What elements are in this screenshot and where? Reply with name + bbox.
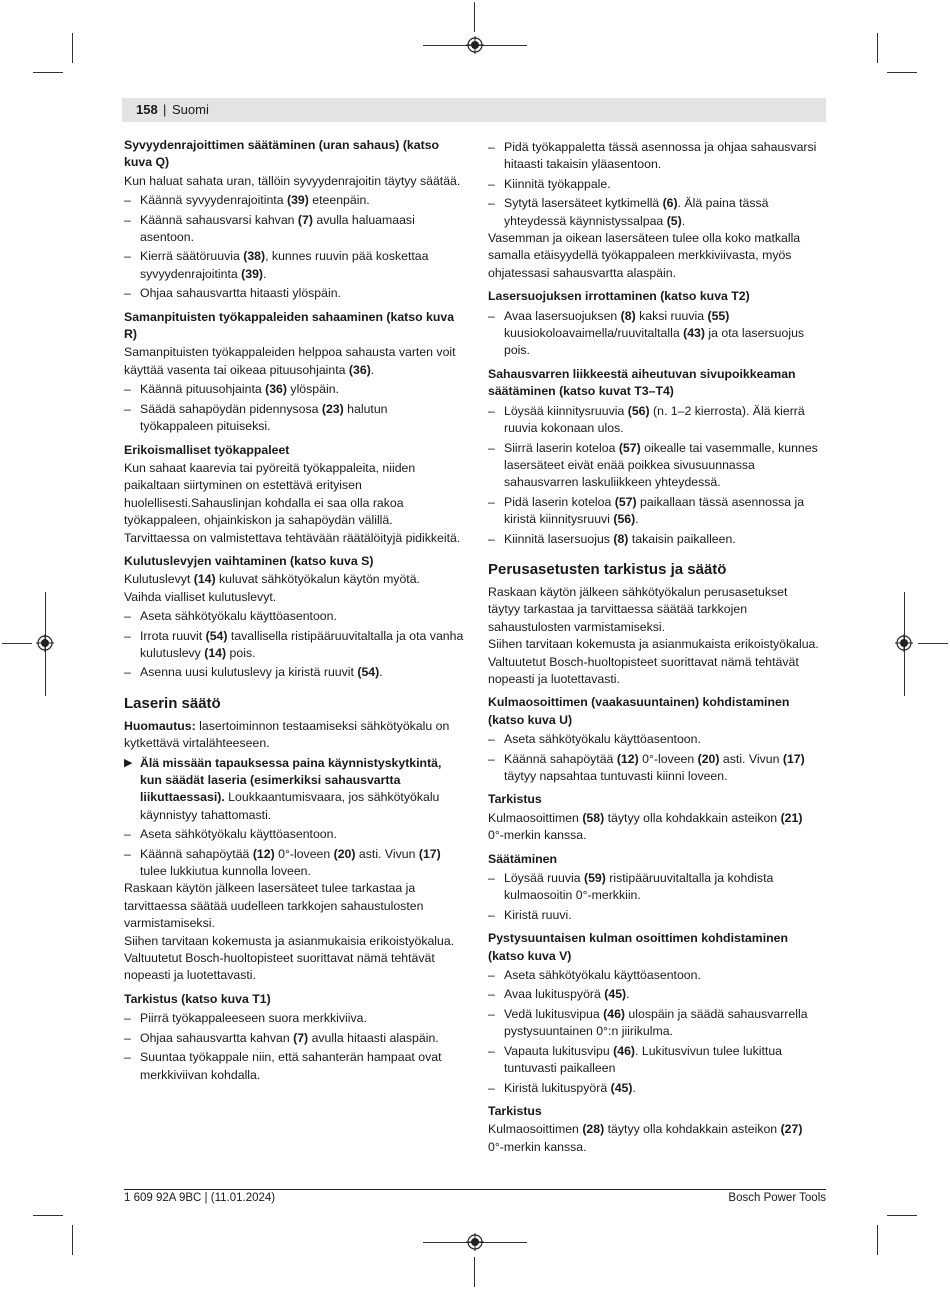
list-item <box>124 608 464 625</box>
text-run: tulee lukkiutua kunnolla loveen. <box>140 864 311 879</box>
list-item <box>124 628 464 663</box>
dash-bullet: – <box>124 212 131 227</box>
text-run: Avaa lukituspyörä <box>504 987 605 1002</box>
text-run: Aseta sähkötyökalu käyttöasentoon. <box>504 968 701 983</box>
text-run: . <box>370 362 375 377</box>
list-item <box>488 986 820 1003</box>
dash-list <box>124 608 464 682</box>
text-run: kuluvat sähkötyökalun käytön myötä. <box>215 572 420 587</box>
list-item <box>124 285 464 302</box>
reference-number: (7) <box>297 212 313 227</box>
text-run: Asenna uusi kulutuslevy ja kiristä ruuvit <box>140 665 358 680</box>
reference-number: (27) <box>780 1122 803 1137</box>
registration-mark-icon <box>466 36 484 54</box>
warning-item <box>124 755 464 825</box>
text-run: , kunnes ruuvin pää koskettaa syvyydenrajoitinta <box>140 249 429 281</box>
footer-doc-number: 1 609 92A 9BC | (11.01.2024) <box>124 1192 276 1204</box>
section-title: Kulmaosoittimen (vaakasuuntainen) kohdistaminen (katso kuva U) <box>488 695 790 727</box>
crop-mark <box>877 1225 878 1255</box>
registration-mark-icon <box>895 634 913 652</box>
reference-number: (14) <box>204 645 227 660</box>
dash-list <box>124 381 464 435</box>
reference-number: (8) <box>620 308 636 323</box>
warning-arrow-icon: ▶ <box>124 756 133 769</box>
text-run: Käännä syvyydenrajoitinta <box>140 193 287 208</box>
warning-bold-text: Älä missään tapauksessa paina käynnistyskytkintä, kun säädät laseria (esimerkiksi sahausvartta liikuttaessasi). <box>140 755 442 805</box>
reference-number: (36) <box>348 362 371 377</box>
dash-bullet: – <box>488 308 495 323</box>
crop-mark <box>887 72 917 73</box>
reference-number: (59) <box>583 871 606 886</box>
text-run: Samanpituisten työkappaleiden helppoa sahausta varten voit käyttää vasenta tai oikeaa pituusohjainta <box>124 345 456 377</box>
text-run: Käännä sahapöytää <box>140 846 253 861</box>
dash-bullet: – <box>488 531 495 546</box>
dash-bullet: – <box>124 1050 131 1065</box>
text-run: 0°-loveen <box>274 846 334 861</box>
list-item <box>488 967 820 984</box>
right-column <box>488 137 820 1156</box>
dash-list <box>488 139 820 230</box>
reference-number: (17) <box>418 846 441 861</box>
dash-bullet: – <box>488 732 495 747</box>
text-run: täytyy napsahtaa tuntuvasti kiinni loveen. <box>504 769 728 783</box>
text-run: tavallisella ristipääruuvitaltalla ja ota vanha kulutuslevy <box>140 628 464 660</box>
list-item <box>488 308 820 360</box>
paragraph: Siihen tarvitaan kokemusta ja asianmukaisia erikoistyökalua. <box>124 933 455 948</box>
text-run: pois. <box>226 645 256 660</box>
text-run: Kierrä säätöruuvia <box>140 249 244 264</box>
paragraph: Tarvittaessa on valmistettava tehtävään räätälöityjä pidikkeitä. <box>124 530 461 545</box>
dash-bullet: – <box>124 401 131 416</box>
text-run: oikealle tai vasemmalle, kunnes lasersäteet eivät enää poikkea sivusuunnassa sahausvarren laskuliikkeen yhteydessä. <box>504 440 818 490</box>
reference-number: (56) <box>627 403 650 418</box>
section-title: Pystysuuntaisen kulman osoittimen kohdistaminen (katso kuva V) <box>488 931 788 963</box>
list-item <box>124 1030 464 1047</box>
section-title: Sahausvarren liikkeestä aiheutuvan sivupoikkeaman säätäminen (katso kuvat T3–T4) <box>488 366 796 399</box>
list-item <box>488 1043 820 1078</box>
text-run: takaisin paikalleen. <box>628 531 736 546</box>
text-run: Suuntaa työkappale niin, että sahanterän hampaat ovat merkkiviivan kohdalla. <box>140 1050 442 1082</box>
reference-number: (17) <box>782 751 805 766</box>
text-run: Aseta sähkötyökalu käyttöasentoon. <box>504 732 701 747</box>
text-run: Siirrä laserin koteloa <box>504 440 619 455</box>
list-item <box>488 403 820 438</box>
paragraph: Kun sahaat kaarevia tai pyöreitä työkappaleita, niiden paikaltaan siirtyminen on estettävä erityisen huolellisesti.Sahauslinjan kohdalla ei saa olla rakoa työkappaleen, ohjainkiskon ja sahapöydän välillä. <box>124 460 416 528</box>
list-item <box>124 248 464 283</box>
dash-bullet: – <box>488 1080 495 1095</box>
dash-list <box>488 967 820 1097</box>
list-item <box>124 192 464 209</box>
crop-mark <box>887 1215 917 1216</box>
text-run: Ohjaa sahausvartta kahvan <box>140 1030 294 1045</box>
paragraph: Vaihda vialliset kulutuslevyt. <box>124 589 277 604</box>
text-run: Säädä sahapöydän pidennysosa <box>140 401 322 416</box>
text-run: kuusiokoloavaimella/ruuvitaltalla <box>504 326 684 341</box>
reference-number: (45) <box>610 1080 633 1095</box>
reference-number: (55) <box>707 308 730 323</box>
note-paragraph <box>124 718 464 753</box>
dash-bullet: – <box>124 846 131 861</box>
reference-number: (8) <box>613 531 629 546</box>
dash-list <box>124 826 464 880</box>
section-title: Tarkistus (katso kuva T1) <box>124 991 271 1006</box>
list-item <box>124 1010 464 1027</box>
text-run: . <box>681 213 686 228</box>
text-run: Kulmaosoittimen <box>488 1122 583 1137</box>
section-heading: Perusasetusten tarkistus ja säätö <box>488 560 727 578</box>
reference-number: (57) <box>614 494 637 509</box>
list-item <box>124 401 464 436</box>
crop-mark <box>72 1225 73 1255</box>
reference-number: (45) <box>604 987 627 1002</box>
subsection-title: Säätäminen <box>488 851 558 866</box>
text-run: Aseta sähkötyökalu käyttöasentoon. <box>140 827 337 842</box>
warning-text: Loukkaantumisvaara, jos sähkötyökalu käynnistyy tahattomasti. <box>140 790 440 822</box>
text-run: . <box>379 665 383 680</box>
paragraph: Valtuutetut Bosch-huoltopisteet suorittavat nämä tehtävät nopeasti ja luotettavasti. <box>124 951 435 983</box>
reference-number: (38) <box>243 249 266 264</box>
dash-list <box>488 308 820 360</box>
reference-number: (20) <box>333 846 356 861</box>
dash-bullet: – <box>488 751 495 766</box>
dash-bullet: – <box>488 1043 495 1058</box>
note-label: Huomautus: <box>124 718 196 733</box>
reference-number: (21) <box>780 810 803 825</box>
reference-number: (20) <box>697 751 720 766</box>
reference-number: (36) <box>265 382 287 397</box>
text-run: Kiristä lukituspyörä <box>504 1080 611 1095</box>
list-item <box>488 195 820 230</box>
subsection-title: Tarkistus <box>488 1103 542 1118</box>
dash-bullet: – <box>488 968 495 983</box>
text-run: Vedä lukitusvipua <box>504 1006 604 1021</box>
dash-bullet: – <box>488 494 495 509</box>
text-run: . Lukitusvivun tulee lukittua tuntuvasti paikalleen <box>504 1043 782 1076</box>
list-item <box>124 381 464 398</box>
reference-number: (6) <box>662 196 678 211</box>
dash-bullet: – <box>124 628 131 643</box>
text-run: paikallaan tässä asennossa ja kiristä kiinnitysruuvi <box>504 494 805 527</box>
registration-mark-icon <box>466 1233 484 1251</box>
text-run: Löysää ruuvia <box>504 871 584 886</box>
list-item <box>488 139 820 174</box>
text-run: kaksi ruuvia <box>635 308 708 323</box>
dash-bullet: – <box>124 193 131 208</box>
paragraph: Vasemman ja oikean lasersäteen tulee olla koko matkalla samalla etäisyydellä työkappaleen merkkiviivasta, myös ohjatessasi sahausvartta alaspäin. <box>488 231 801 280</box>
note-text: lasertoiminnon testaamiseksi sähkötyökalu on kytkettävä virtalähteeseen. <box>124 718 450 751</box>
reference-number: (54) <box>357 665 380 680</box>
reference-number: (46) <box>613 1043 636 1058</box>
text-run: Pidä laserin koteloa <box>504 494 615 509</box>
text-run: eteenpäin. <box>308 193 370 208</box>
text-run: Sytytä lasersäteet kytkimellä <box>504 196 663 211</box>
list-item <box>488 531 820 548</box>
list-item <box>488 176 820 193</box>
dash-list <box>488 731 820 785</box>
dash-bullet: – <box>124 665 131 680</box>
text-run: Kiinnitä työkappale. <box>504 176 611 191</box>
text-run: Pidä työkappaletta tässä asennossa ja ohjaa sahausvarsi hitaasti takaisin yläasentoon. <box>504 140 817 172</box>
dash-bullet: – <box>124 1011 131 1026</box>
paragraph <box>124 571 464 588</box>
dash-bullet: – <box>488 440 495 455</box>
page-header <box>122 98 826 122</box>
list-item <box>488 494 820 529</box>
dash-bullet: – <box>488 907 495 922</box>
text-run: 0°-loveen <box>638 751 698 766</box>
reference-number: (57) <box>618 440 641 455</box>
text-run: Kiristä ruuvi. <box>504 907 572 922</box>
text-run: ylöspäin. <box>287 382 339 397</box>
section-title: Lasersuojuksen irrottaminen (katso kuva T2) <box>488 289 750 304</box>
reference-number: (23) <box>321 401 344 416</box>
list-item <box>488 1080 820 1097</box>
text-run: . Älä paina tässä yhteydessä käynnistyssalpaa <box>504 196 769 228</box>
crop-mark <box>33 1215 63 1216</box>
crop-mark <box>918 643 948 644</box>
reference-number: (43) <box>683 326 705 341</box>
list-item <box>488 440 820 492</box>
reference-number: (39) <box>286 193 309 208</box>
section-heading: Laserin säätö <box>124 694 221 712</box>
dash-bullet: – <box>124 286 131 301</box>
page-number: 158 <box>136 102 158 117</box>
paragraph: Kun haluat sahata uran, tällöin syvyydenrajoitin täytyy säätää. <box>124 173 461 188</box>
section-title: Erikoismalliset työkappaleet <box>124 442 290 457</box>
left-column <box>124 137 464 1084</box>
reference-number: (46) <box>603 1006 626 1021</box>
section-title: Kulutuslevyjen vaihtaminen (katso kuva S) <box>124 553 374 568</box>
text-run: Löysää kiinnitysruuvia <box>504 403 628 418</box>
reference-number: (54) <box>205 628 228 643</box>
list-item <box>124 664 464 681</box>
text-run: Kiinnitä lasersuojus <box>504 531 614 546</box>
text-run: asti. Vivun <box>719 751 783 766</box>
text-run: Piirrä työkappaleeseen suora merkkiviiva. <box>140 1011 367 1026</box>
dash-list <box>488 403 820 548</box>
footer-brand: Bosch Power Tools <box>728 1192 826 1204</box>
dash-bullet: – <box>488 1006 495 1021</box>
section-title: Samanpituisten työkappaleiden sahaaminen (katso kuva R) <box>124 309 455 342</box>
text-run: Vapauta lukitusvipu <box>504 1043 614 1058</box>
dash-bullet: – <box>124 827 131 842</box>
crop-mark <box>877 33 878 63</box>
reference-number: (5) <box>666 213 682 228</box>
dash-list <box>488 870 820 924</box>
crop-mark <box>72 33 73 63</box>
subsection-title: Tarkistus <box>488 792 542 807</box>
list-item <box>124 826 464 843</box>
text-run: . <box>635 512 639 527</box>
text-run: Käännä sahapöytää <box>504 751 617 766</box>
list-item <box>124 212 464 247</box>
section-title: Syvyydenrajoittimen säätäminen (uran sahaus) (katso kuva Q) <box>124 138 440 170</box>
text-run: 0°-merkin kanssa. <box>488 1139 587 1154</box>
text-run: Irrota ruuvit <box>140 628 206 643</box>
text-run: Kulmaosoittimen <box>488 810 583 825</box>
paragraph <box>124 344 464 379</box>
crop-mark <box>2 643 32 644</box>
crop-mark <box>474 1257 475 1287</box>
text-run: täytyy olla kohdakkain asteikon <box>604 1122 781 1137</box>
reference-number: (56) <box>613 512 636 527</box>
text-run: 0°-merkin kanssa. <box>488 828 587 843</box>
list-item <box>488 751 820 786</box>
text-run: Käännä sahausvarsi kahvan <box>140 212 298 227</box>
text-run: avulla hitaasti alaspäin. <box>308 1030 439 1045</box>
dash-list <box>124 192 464 302</box>
paragraph: Raskaan käytön jälkeen sähkötyökalun perusasetukset täytyy tarkastaa ja tarvittaessa säätää tarkkojen sahaustulosten varmistamiseksi. <box>488 584 788 634</box>
paragraph: Siihen tarvitaan kokemusta ja asianmukaista erikoistyökalua. <box>488 637 819 652</box>
list-item <box>124 1049 464 1084</box>
list-item <box>488 1006 820 1041</box>
text-run: Kulutuslevyt <box>124 572 194 587</box>
header-separator: | <box>163 102 167 117</box>
reference-number: (58) <box>582 810 605 825</box>
reference-number: (28) <box>582 1122 605 1137</box>
paragraph: Raskaan käytön jälkeen lasersäteet tulee tarkastaa ja tarvittaessa säätää uudelleen tarkkojen sahaustulosten varmistamiseksi. <box>124 881 424 931</box>
paragraph <box>488 810 820 845</box>
reference-number: (12) <box>616 751 639 766</box>
dash-bullet: – <box>488 196 495 211</box>
dash-bullet: – <box>124 609 131 624</box>
text-run: ristipääruuvitaltalla ja kohdista kulmaosoitin 0°-merkkiin. <box>504 871 774 903</box>
text-run: Ohjaa sahausvartta hitaasti ylöspäin. <box>140 286 341 301</box>
dash-bullet: – <box>488 987 495 1002</box>
text-run: avulla haluamaasi asentoon. <box>140 212 415 245</box>
dash-bullet: – <box>488 140 495 154</box>
crop-mark <box>33 72 63 73</box>
list-item <box>488 907 820 924</box>
header-language: Suomi <box>172 102 209 117</box>
dash-list <box>124 1010 464 1084</box>
list-item <box>488 731 820 748</box>
text-run: halutun työkappaleen pituiseksi. <box>140 401 388 434</box>
text-run: . <box>626 987 630 1002</box>
text-run: asti. Vivun <box>355 846 419 861</box>
text-run: ja ota lasersuojus pois. <box>504 326 805 358</box>
dash-bullet: – <box>124 1030 131 1045</box>
text-run: Avaa lasersuojuksen <box>504 308 621 323</box>
reference-number: (39) <box>241 266 264 281</box>
dash-bullet: – <box>488 176 495 191</box>
text-run: Aseta sähkötyökalu käyttöasentoon. <box>140 609 337 624</box>
footer-rule <box>124 1189 826 1190</box>
text-run: Käännä pituusohjainta <box>140 382 266 397</box>
text-run: täytyy olla kohdakkain asteikon <box>604 810 781 825</box>
dash-bullet: – <box>488 871 495 886</box>
paragraph: Valtuutetut Bosch-huoltopisteet suorittavat nämä tehtävät nopeasti ja luotettavasti. <box>488 654 799 686</box>
dash-bullet: – <box>124 382 131 397</box>
text-run: (n. 1–2 kierrosta). Älä kierrä ruuvia kokonaan ulos. <box>504 403 805 436</box>
text-run: . <box>263 266 267 281</box>
text-run: ulospäin ja säädä sahausvarrella pystysuuntainen 0°:n jiirikulma. <box>504 1006 808 1039</box>
reference-number: (12) <box>252 846 275 861</box>
dash-bullet: – <box>488 403 495 418</box>
text-run: . <box>632 1080 636 1095</box>
reference-number: (14) <box>193 572 216 587</box>
paragraph <box>488 1121 820 1156</box>
dash-bullet: – <box>124 249 131 264</box>
crop-mark <box>474 2 475 32</box>
registration-mark-icon <box>36 634 54 652</box>
list-item <box>488 870 820 905</box>
reference-number: (7) <box>293 1030 309 1045</box>
list-item <box>124 846 464 881</box>
